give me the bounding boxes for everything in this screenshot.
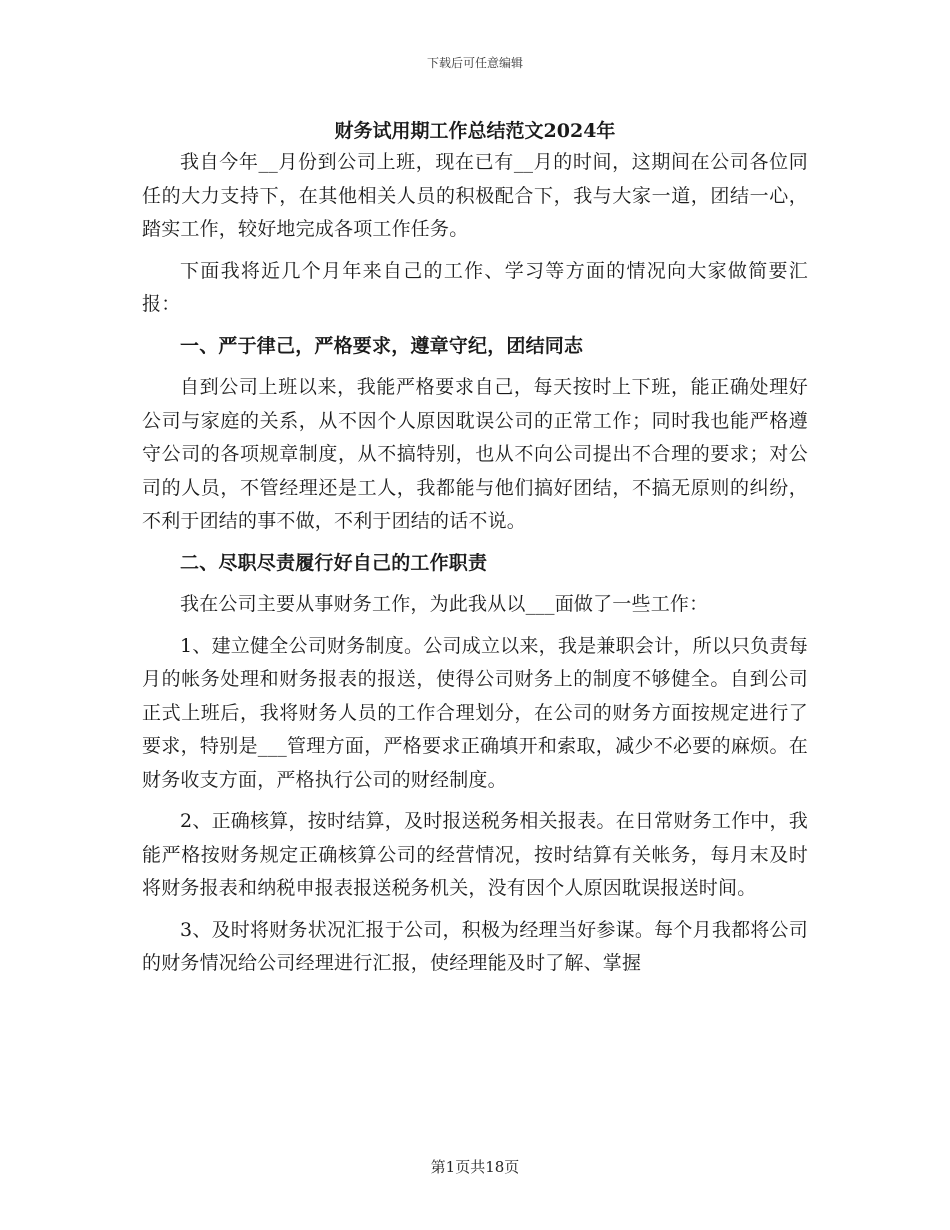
section-heading-2: 二、尽职尽责履行好自己的工作职责: [180, 551, 488, 574]
paragraph-summary-intro: 下面我将近几个月年来自己的工作、学习等方面的情况向大家做简要汇报：: [142, 259, 808, 315]
page-number: 第1页共18页: [430, 1158, 520, 1176]
paragraph-duties-intro: 我在公司主要从事财务工作，为此我从以___面做了一些工作：: [180, 593, 709, 615]
page-header-note: 下载后可任意编辑: [426, 56, 523, 70]
document-title: 财务试用期工作总结范文2024年: [334, 120, 616, 142]
section-heading-1: 一、严于律己，严格要求，遵章守纪，团结同志: [180, 334, 584, 357]
paragraph-item-1: 1、建立健全公司财务制度。公司成立以来，我是兼职会计，所以只负责每月的帐务处理和财务报表的报送，使得公司财务上的制度不够健全。自到公司正式上班后，我将财务人员的工作合理划分，在公司的财务方面按规定进行了要求，特别是___管理方面，严格要求正确填开和索取，减少不必要的麻烦。在财务收支方面，严格执行公司的财经制度。: [142, 634, 808, 791]
paragraph-item-2: 2、正确核算，按时结算，及时报送税务相关报表。在日常财务工作中，我能严格按财务规定正确核算公司的经营情况，按时结算有关帐务，每月末及时将财务报表和纳税申报表报送税务机关，没有因个人原因耽误报送时间。: [142, 810, 808, 899]
document-body: [142, 146, 808, 989]
paragraph-discipline: 自到公司上班以来，我能严格要求自己，每天按时上下班，能正确处理好公司与家庭的关系，从不因个人原因耽误公司的正常工作；同时我也能严格遵守公司的各项规章制度，从不搞特别，也从不向公司提出不合理的要求；对公司的人员，不管经理还是工人，我都能与他们搞好团结，不搞无原则的纠纷，不利于团结的事不做，不利于团结的话不说。: [142, 376, 808, 532]
paragraph-item-3: 3、及时将财务状况汇报于公司，积极为经理当好参谋。每个月我都将公司的财务情况给公司经理进行汇报，使经理能及时了解、掌握: [142, 918, 808, 974]
paragraph-intro: 我自今年__月份到公司上班，现在已有__月的时间，这期间在公司各位同任的大力支持下，在其他相关人员的积极配合下，我与大家一道，团结一心，踏实工作，较好地完成各项工作任务。: [142, 151, 808, 240]
